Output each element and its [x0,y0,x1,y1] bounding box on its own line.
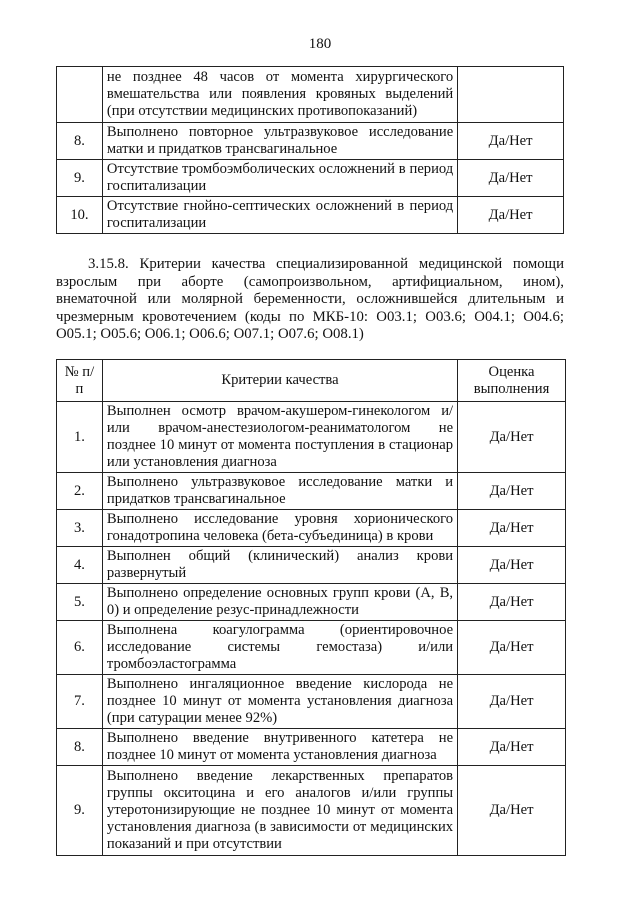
row-number: 6. [57,621,103,675]
page-number: 180 [308,36,332,52]
evaluation-value: Да/Нет [458,729,566,766]
table-row [57,547,566,584]
row-number: 9. [57,160,103,197]
column-header-criterion: Критерии качества [102,360,457,402]
row-number: 3. [57,510,103,547]
table-row [57,473,566,510]
criterion-text: Выполнено исследование уровня хорионического гонадотропина человека (бета-субъединица) в крови [102,510,457,547]
row-number: 10. [57,197,103,234]
table-header-row [57,360,566,402]
table-row [57,675,566,729]
table-row [57,510,566,547]
table-row [57,729,566,766]
row-number: 5. [57,584,103,621]
evaluation-value: Да/Нет [458,584,566,621]
row-number [57,67,103,123]
evaluation-value: Да/Нет [458,160,564,197]
evaluation-value [458,67,564,123]
row-number: 4. [57,547,103,584]
criterion-text: Выполнено повторное ультразвуковое исследование матки и придатков трансвагинальное [102,123,457,160]
column-header-number: № п/п [57,360,103,402]
evaluation-value: Да/Нет [458,510,566,547]
section-text: 3.15.8. Критерии качества специализированной медицинской помощи взрослым при аборте (самопроизвольном, артифициальном, ином), внематочной или молярной беременности, осложнившейся длительным и чрезмерным кровотечением (коды по МКБ-10: O03.1; O03.6; O04.1; O04.6; O05.1; O05.6; O06.1; O06.6; O07.1; O07.6; O08.1) [56,256,564,342]
criterion-text: не позднее 48 часов от момента хирургического вмешательства или появления кровяных выделений (при отсутствии медицинских противопоказаний) [102,67,457,123]
row-number: 9. [57,766,103,856]
row-number: 8. [57,123,103,160]
column-header-evaluation: Оценка выполнения [458,360,566,402]
table-row [57,67,564,123]
evaluation-value: Да/Нет [458,675,566,729]
table-row [57,402,566,473]
evaluation-value: Да/Нет [458,402,566,473]
row-number: 7. [57,675,103,729]
quality-criteria-table [56,359,566,856]
criterion-text: Отсутствие гнойно-септических осложнений в период госпитализации [102,197,457,234]
table-row [57,584,566,621]
table-row [57,621,566,675]
evaluation-value: Да/Нет [458,123,564,160]
criterion-text: Отсутствие тромбоэмболических осложнений в период госпитализации [102,160,457,197]
evaluation-value: Да/Нет [458,547,566,584]
evaluation-value: Да/Нет [458,621,566,675]
evaluation-value: Да/Нет [458,197,564,234]
table-row [57,160,564,197]
evaluation-value: Да/Нет [458,766,566,856]
criterion-text: Выполнена коагулограмма (ориентировочное исследование системы гемостаза) и/или тромбоэластограмма [102,621,457,675]
table-row [57,197,564,234]
criterion-text: Выполнено ультразвуковое исследование матки и придатков трансвагинальное [102,473,457,510]
table-row [57,123,564,160]
criterion-text: Выполнено ингаляционное введение кислорода не позднее 10 минут от момента установления диагноза (при сатурации менее 92%) [102,675,457,729]
evaluation-value: Да/Нет [458,473,566,510]
table-row [57,766,566,856]
criterion-text: Выполнено введение внутривенного катетера не позднее 10 минут от момента установления диагноза [102,729,457,766]
criterion-text: Выполнен осмотр врачом-акушером-гинекологом и/или врачом-анестезиологом-реаниматологом не позднее 10 минут от момента поступления в стационар или установления диагноза [102,402,457,473]
row-number: 1. [57,402,103,473]
section-heading [56,256,564,344]
criterion-text: Выполнен общий (клинический) анализ крови развернутый [102,547,457,584]
row-number: 2. [57,473,103,510]
quality-criteria-table-continued [56,66,564,234]
row-number: 8. [57,729,103,766]
criterion-text: Выполнено введение лекарственных препаратов группы окситоцина и его аналогов и/или группы утеротонизирующие не позднее 10 минут от момента установления диагноза (в зависимости от медицинских показаний и при отсутствии [102,766,457,856]
criterion-text: Выполнено определение основных групп крови (A, B, 0) и определение резус-принадлежности [102,584,457,621]
